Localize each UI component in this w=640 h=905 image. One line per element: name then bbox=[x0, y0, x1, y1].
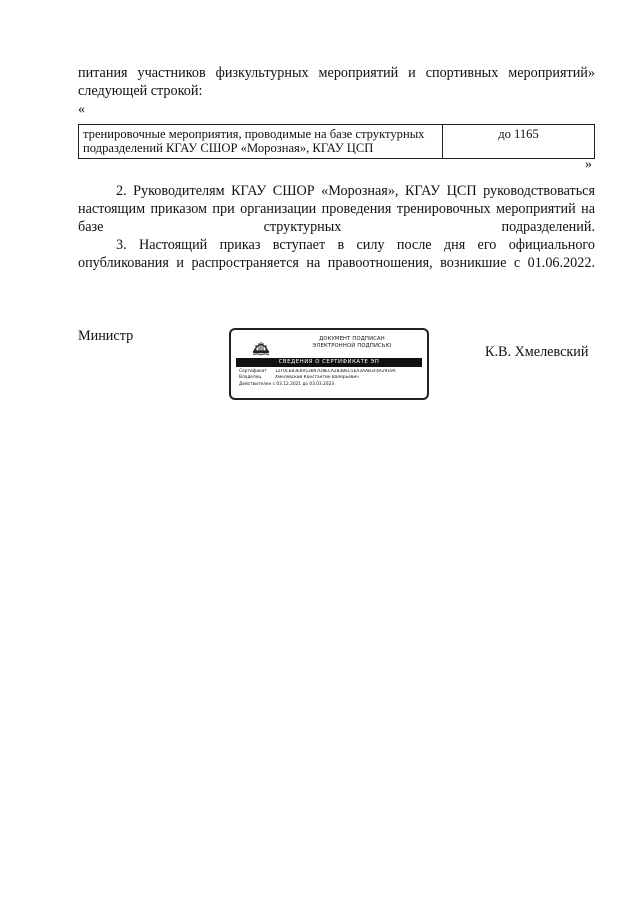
stamp-details bbox=[239, 369, 423, 388]
stamp-row-value: 12F0CEB3E6053B97D8ECA2B3BEC5EA3AAB3F4A2919A bbox=[275, 369, 396, 374]
stamp-row-value: Хмелевский Константин Валерьевич bbox=[275, 375, 359, 381]
point-3-text: 3. Настоящий приказ вступает в силу после дня его официального опубликования и распространяется на правоотношения, возникшие с 01.06.2022. bbox=[78, 237, 595, 271]
opening-quote: « bbox=[78, 102, 85, 117]
table-cell-value: до 1165 bbox=[443, 125, 595, 159]
amendment-table bbox=[78, 124, 595, 159]
stamp-row-validity bbox=[239, 382, 423, 388]
electronic-signature-stamp bbox=[229, 328, 429, 400]
point-2-text: 2. Руководителям КГАУ СШОР «Морозная», КГАУ ЦСП руководствоваться настоящим приказом при организации проведения тренировочных мероприятий на базе структурных подразделений. bbox=[78, 183, 595, 235]
signer-name: К.В. Хмелевский bbox=[485, 344, 589, 360]
stamp-row-label: Действителен с 03.12.2021 до 03.03.2023 bbox=[239, 381, 334, 387]
intro-line-1: питания участников физкультурных мероприятий и спортивных мероприятий» bbox=[78, 65, 595, 81]
stamp-header-line-1: ДОКУМЕНТ ПОДПИСАН bbox=[319, 336, 385, 342]
closing-quote: » bbox=[585, 157, 592, 172]
intro-line-2: следующей строкой: bbox=[78, 83, 203, 99]
paragraph-point-2 bbox=[78, 182, 595, 236]
table-cell-name: тренировочные мероприятия, проводимые на базе структурных подразделений КГАУ СШОР «Морозная», КГАУ ЦСП bbox=[79, 125, 443, 159]
stamp-header-line-2: ЭЛЕКТРОННОЙ ПОДПИСЬЮ bbox=[312, 342, 392, 349]
signer-position: Министр bbox=[78, 328, 134, 344]
stamp-title-bar: СВЕДЕНИЯ О СЕРТИФИКАТЕ ЭП bbox=[236, 358, 422, 367]
paragraph-point-3 bbox=[78, 236, 595, 272]
table-row bbox=[79, 125, 595, 159]
stamp-header bbox=[279, 336, 425, 349]
crest-icon bbox=[251, 336, 271, 356]
stamp-row-label: Владелец bbox=[239, 375, 262, 381]
stamp-row-label: Сертификат bbox=[239, 369, 267, 374]
